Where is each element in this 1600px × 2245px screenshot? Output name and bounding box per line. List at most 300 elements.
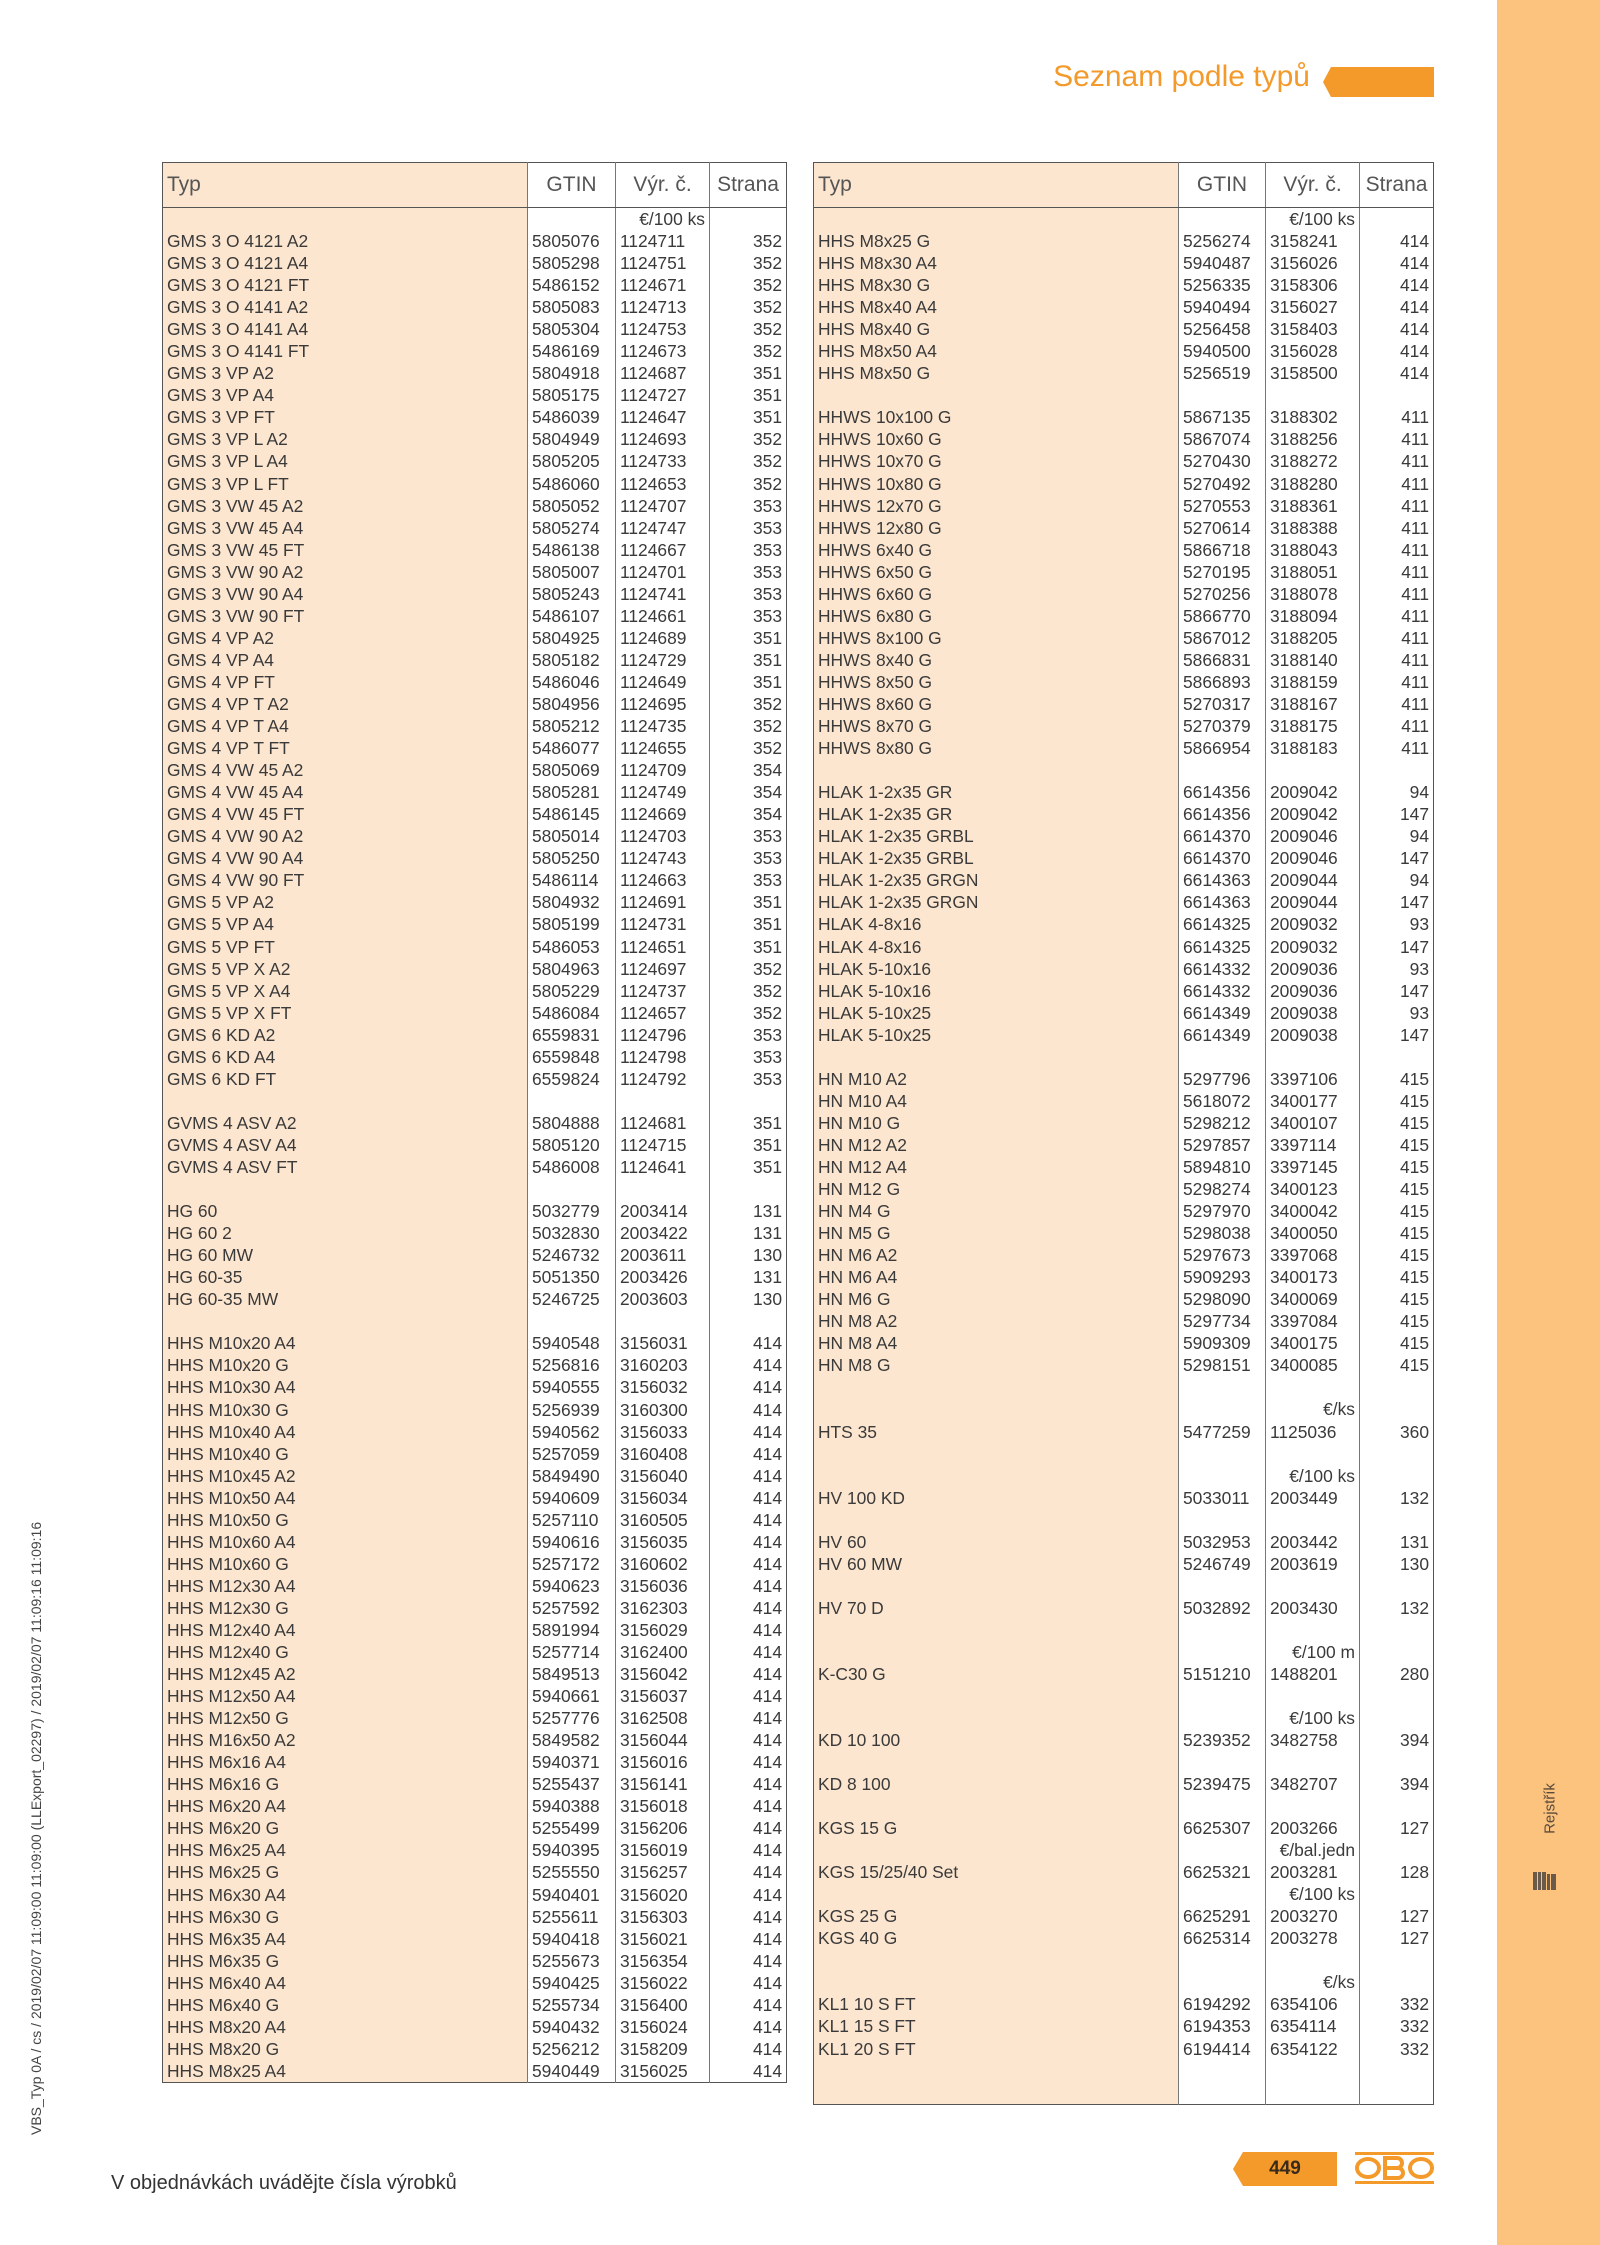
page-cell: [710, 208, 787, 231]
table-row: [163, 1773, 787, 1795]
table-row: [163, 649, 787, 671]
table-row: [163, 1685, 787, 1707]
product-number-cell: 3156354: [616, 1950, 710, 1972]
product-number-cell: 1124655: [616, 737, 710, 759]
page-cell: [1360, 1707, 1434, 1729]
table-row: [814, 1729, 1434, 1751]
gtin-cell: [528, 1310, 616, 1332]
gtin-cell: 6625307: [1179, 1817, 1266, 1839]
page-cell: [1360, 1575, 1434, 1597]
gtin-cell: 5270195: [1179, 561, 1266, 583]
product-number-cell: 2003278: [1266, 1927, 1360, 1949]
page-cell: 352: [710, 230, 787, 252]
product-number-cell: [1266, 1575, 1360, 1597]
type-cell: HG 60-35 MW: [163, 1288, 528, 1310]
page-cell: 414: [1360, 230, 1434, 252]
type-list-left: [162, 162, 787, 2083]
type-cell: GMS 3 O 4121 A4: [163, 252, 528, 274]
gtin-cell: 5257776: [528, 1707, 616, 1729]
page-cell: 353: [710, 583, 787, 605]
product-number-cell: 3188051: [1266, 561, 1360, 583]
page-cell: 411: [1360, 517, 1434, 539]
gtin-cell: 6614370: [1179, 847, 1266, 869]
table-row: [163, 1663, 787, 1685]
page-cell: 351: [710, 1156, 787, 1178]
type-cell: HLAK 4-8x16: [814, 936, 1179, 958]
gtin-cell: 5618072: [1179, 1090, 1266, 1112]
type-cell: HLAK 1-2x35 GR: [814, 803, 1179, 825]
gtin-cell: 5486046: [528, 671, 616, 693]
gtin-cell: 5940548: [528, 1332, 616, 1354]
table-row: [814, 1090, 1434, 1112]
table-row: [163, 2060, 787, 2083]
product-number-cell: 3156022: [616, 1972, 710, 1994]
spacer-row: [814, 1949, 1434, 1971]
gtin-cell: 6614356: [1179, 781, 1266, 803]
table-row: [814, 891, 1434, 913]
product-number-cell: 1124709: [616, 759, 710, 781]
page-cell: 351: [710, 627, 787, 649]
gtin-cell: 5940371: [528, 1751, 616, 1773]
type-cell: HHS M12x45 A2: [163, 1663, 528, 1685]
type-cell: [814, 1465, 1179, 1487]
table-row: [814, 1288, 1434, 1310]
type-cell: [814, 1839, 1179, 1861]
gtin-cell: 5849513: [528, 1663, 616, 1685]
page-cell: 414: [710, 1707, 787, 1729]
page-title: Seznam podle typů: [1053, 60, 1310, 93]
page-cell: 414: [710, 1332, 787, 1354]
table-row: [814, 296, 1434, 318]
product-number-cell: 1124641: [616, 1156, 710, 1178]
gtin-cell: [528, 1090, 616, 1112]
type-cell: HHS M10x50 A4: [163, 1487, 528, 1509]
table-row: [163, 539, 787, 561]
page-cell: 414: [710, 1861, 787, 1883]
table-row: [814, 847, 1434, 869]
page-cell: 127: [1360, 1817, 1434, 1839]
table-row: [814, 627, 1434, 649]
gtin-cell: 5940661: [528, 1685, 616, 1707]
table-row: [814, 1024, 1434, 1046]
type-cell: HHS M6x40 G: [163, 1994, 528, 2016]
product-number-cell: 3156206: [616, 1817, 710, 1839]
table-row: [163, 847, 787, 869]
product-number-cell: 2003422: [616, 1222, 710, 1244]
table-row: [163, 1421, 787, 1443]
page-cell: 414: [710, 1376, 787, 1398]
page-cell: [1360, 759, 1434, 781]
gtin-cell: 6194414: [1179, 2038, 1266, 2060]
type-cell: HG 60 MW: [163, 1244, 528, 1266]
type-cell: GMS 4 VW 90 A2: [163, 825, 528, 847]
page-cell: 353: [710, 825, 787, 847]
type-cell: HHS M8x30 A4: [814, 252, 1179, 274]
type-cell: HLAK 5-10x25: [814, 1002, 1179, 1024]
page-cell: 415: [1360, 1222, 1434, 1244]
table-row: [814, 1531, 1434, 1553]
product-number-cell: 2009042: [1266, 803, 1360, 825]
page-cell: 147: [1360, 847, 1434, 869]
page-cell: 93: [1360, 958, 1434, 980]
gtin-cell: 5486039: [528, 406, 616, 428]
page-cell: [1360, 1685, 1434, 1707]
product-number-cell: 1125036: [1266, 1420, 1360, 1442]
product-number-cell: 3400123: [1266, 1178, 1360, 1200]
type-cell: HHWS 6x40 G: [814, 539, 1179, 561]
page-cell: 352: [710, 340, 787, 362]
table-row: [163, 1884, 787, 1906]
product-number-cell: 1124649: [616, 671, 710, 693]
table-row: [163, 318, 787, 340]
type-cell: HHS M6x25 A4: [163, 1839, 528, 1861]
table-row: [163, 1002, 787, 1024]
page-cell: 351: [710, 384, 787, 406]
index-book-icon: [1533, 1870, 1557, 1892]
type-cell: HHWS 10x80 G: [814, 473, 1179, 495]
product-number-cell: 3188272: [1266, 450, 1360, 472]
type-cell: [814, 1971, 1179, 1993]
type-cell: HHWS 12x70 G: [814, 495, 1179, 517]
gtin-cell: 6614370: [1179, 825, 1266, 847]
page-cell: 353: [710, 1068, 787, 1090]
gtin-cell: 5805083: [528, 296, 616, 318]
type-cell: HG 60 2: [163, 1222, 528, 1244]
table-row: [163, 1156, 787, 1178]
page-cell: [710, 1310, 787, 1332]
spacer-row: [814, 2060, 1434, 2082]
type-cell: HN M8 A4: [814, 1332, 1179, 1354]
type-cell: GMS 4 VP T A4: [163, 715, 528, 737]
gtin-cell: 5940395: [528, 1839, 616, 1861]
table-row: [814, 737, 1434, 759]
type-cell: HN M8 G: [814, 1354, 1179, 1376]
page-cell: 415: [1360, 1244, 1434, 1266]
table-row: [163, 296, 787, 318]
page-cell: 414: [710, 1575, 787, 1597]
table-row: [814, 274, 1434, 296]
type-cell: HHWS 8x60 G: [814, 693, 1179, 715]
gtin-cell: 5940500: [1179, 340, 1266, 362]
spacer-row: [163, 1310, 787, 1332]
page-cell: 414: [710, 1972, 787, 1994]
page-cell: 415: [1360, 1266, 1434, 1288]
page-cell: 131: [1360, 1531, 1434, 1553]
table-row: [163, 1465, 787, 1487]
page-cell: [1360, 1795, 1434, 1817]
table-header: [814, 163, 1434, 208]
table-row: [814, 693, 1434, 715]
product-number-cell: 3397084: [1266, 1310, 1360, 1332]
type-cell: HLAK 5-10x25: [814, 1024, 1179, 1046]
type-cell: GMS 4 VW 45 FT: [163, 803, 528, 825]
page-cell: 127: [1360, 1927, 1434, 1949]
type-cell: HHS M12x50 G: [163, 1707, 528, 1729]
product-number-cell: 3158500: [1266, 362, 1360, 384]
type-cell: HHS M10x20 A4: [163, 1332, 528, 1354]
gtin-cell: 5891994: [528, 1619, 616, 1641]
gtin-cell: 5940401: [528, 1884, 616, 1906]
table-row: [814, 318, 1434, 340]
page-cell: 414: [710, 1421, 787, 1443]
table-row: [163, 495, 787, 517]
type-cell: HLAK 1-2x35 GRBL: [814, 825, 1179, 847]
product-number-cell: 3156018: [616, 1795, 710, 1817]
product-number-cell: [1266, 1949, 1360, 1971]
type-cell: KGS 15 G: [814, 1817, 1179, 1839]
product-number-cell: 3160505: [616, 1509, 710, 1531]
table-row: [163, 1200, 787, 1222]
gtin-cell: 5297857: [1179, 1134, 1266, 1156]
product-number-cell: 3188043: [1266, 539, 1360, 561]
page-cell: 351: [710, 913, 787, 935]
gtin-cell: [1179, 1575, 1266, 1597]
page-cell: 414: [710, 1950, 787, 1972]
product-number-cell: 3156029: [616, 1619, 710, 1641]
product-number-cell: 1124798: [616, 1046, 710, 1068]
type-cell: [814, 1398, 1179, 1420]
type-cell: HLAK 1-2x35 GRBL: [814, 847, 1179, 869]
page-cell: 352: [710, 980, 787, 1002]
type-cell: HHS M8x30 G: [814, 274, 1179, 296]
page-cell: 131: [710, 1200, 787, 1222]
gtin-cell: [1179, 1707, 1266, 1729]
table-row: [163, 1266, 787, 1288]
page-cell: 127: [1360, 1905, 1434, 1927]
gtin-cell: 5866770: [1179, 605, 1266, 627]
page-cell: 353: [710, 605, 787, 627]
type-cell: HN M4 G: [814, 1200, 1179, 1222]
gtin-cell: 5849490: [528, 1465, 616, 1487]
page-cell: 414: [710, 1354, 787, 1376]
product-number-cell: 3400177: [1266, 1090, 1360, 1112]
spacer-row: [814, 1046, 1434, 1068]
page-cell: 415: [1360, 1332, 1434, 1354]
type-cell: HHS M6x40 A4: [163, 1972, 528, 1994]
gtin-cell: [1179, 1641, 1266, 1663]
type-cell: HHS M16x50 A2: [163, 1729, 528, 1751]
page-cell: [1360, 1641, 1434, 1663]
type-cell: GMS 3 VW 45 A4: [163, 517, 528, 539]
gtin-cell: [1179, 1971, 1266, 1993]
type-cell: HHS M10x40 G: [163, 1443, 528, 1465]
product-number-cell: 2003414: [616, 1200, 710, 1222]
type-cell: [814, 1619, 1179, 1641]
product-number-cell: 2003281: [1266, 1861, 1360, 1883]
type-cell: GMS 4 VP A4: [163, 649, 528, 671]
page-cell: 351: [710, 406, 787, 428]
page-cell: 414: [1360, 362, 1434, 384]
table-row: [163, 1707, 787, 1729]
product-number-cell: 1488201: [1266, 1663, 1360, 1685]
product-number-cell: 3188175: [1266, 715, 1360, 737]
product-number-cell: 3162400: [616, 1641, 710, 1663]
type-cell: HHS M10x40 A4: [163, 1421, 528, 1443]
gtin-cell: 6559848: [528, 1046, 616, 1068]
product-number-cell: 1124711: [616, 230, 710, 252]
page-cell: 94: [1360, 781, 1434, 803]
table-row: [163, 1906, 787, 1928]
gtin-cell: [528, 208, 616, 231]
table-row: [163, 891, 787, 913]
product-number-cell: 3158306: [1266, 274, 1360, 296]
product-number-cell: 2009044: [1266, 891, 1360, 913]
product-number-cell: 1124741: [616, 583, 710, 605]
page-cell: 353: [710, 539, 787, 561]
page-cell: 94: [1360, 825, 1434, 847]
table-row: [814, 1993, 1434, 2015]
page-cell: [1360, 2060, 1434, 2082]
type-cell: HN M6 G: [814, 1288, 1179, 1310]
gtin-cell: 5486060: [528, 473, 616, 495]
product-number-cell: 1124753: [616, 318, 710, 340]
gtin-cell: 5804888: [528, 1112, 616, 1134]
table-row: [814, 1354, 1434, 1376]
page-cell: [1360, 1443, 1434, 1465]
gtin-cell: 5256335: [1179, 274, 1266, 296]
gtin-cell: 5257110: [528, 1509, 616, 1531]
table-row: [163, 1222, 787, 1244]
gtin-cell: 5805052: [528, 495, 616, 517]
col-strana: Strana: [1360, 163, 1434, 208]
product-number-cell: 3160300: [616, 1398, 710, 1420]
product-number-cell: 1124681: [616, 1112, 710, 1134]
table-row: [814, 561, 1434, 583]
product-number-cell: 1124751: [616, 252, 710, 274]
gtin-cell: 5486008: [528, 1156, 616, 1178]
page-cell: 415: [1360, 1068, 1434, 1090]
product-number-cell: 1124673: [616, 340, 710, 362]
product-number-cell: 1124689: [616, 627, 710, 649]
gtin-cell: 5940388: [528, 1795, 616, 1817]
page-cell: [1360, 1398, 1434, 1420]
page-cell: 394: [1360, 1773, 1434, 1795]
table-row: [814, 1487, 1434, 1509]
product-number-cell: 1124707: [616, 495, 710, 517]
gtin-cell: 5805014: [528, 825, 616, 847]
col-typ: Typ: [163, 163, 528, 208]
gtin-cell: 5256212: [528, 2038, 616, 2060]
type-cell: GMS 4 VW 45 A2: [163, 759, 528, 781]
type-cell: HHS M8x50 G: [814, 362, 1179, 384]
col-gtin: GTIN: [1179, 163, 1266, 208]
unit-row: [814, 1883, 1434, 1905]
type-cell: GMS 3 VW 45 A2: [163, 495, 528, 517]
spacer-row: [814, 1685, 1434, 1707]
type-cell: HHS M10x20 G: [163, 1354, 528, 1376]
index-tab[interactable]: [1530, 1760, 1570, 1850]
product-number-cell: 2009044: [1266, 869, 1360, 891]
type-cell: HHS M8x40 G: [814, 318, 1179, 340]
table-row: [814, 428, 1434, 450]
page-cell: 414: [710, 1641, 787, 1663]
spacer-row: [814, 759, 1434, 781]
col-typ: Typ: [814, 163, 1179, 208]
unit-row: [163, 208, 787, 231]
product-number-cell: 3156040: [616, 1465, 710, 1487]
page-cell: 414: [710, 1795, 787, 1817]
page-cell: 411: [1360, 406, 1434, 428]
page-cell: 411: [1360, 627, 1434, 649]
type-cell: HHWS 8x80 G: [814, 737, 1179, 759]
product-number-cell: 2003611: [616, 1244, 710, 1266]
gtin-cell: 6194353: [1179, 2015, 1266, 2037]
type-cell: HN M8 A2: [814, 1310, 1179, 1332]
type-cell: HN M12 G: [814, 1178, 1179, 1200]
table-row: [163, 1024, 787, 1046]
gtin-cell: 6614325: [1179, 913, 1266, 935]
product-number-cell: 2003442: [1266, 1531, 1360, 1553]
product-number-cell: 3400069: [1266, 1288, 1360, 1310]
product-number-cell: [1266, 1751, 1360, 1773]
gtin-cell: 5298212: [1179, 1112, 1266, 1134]
gtin-cell: 5255611: [528, 1906, 616, 1928]
product-number-cell: 1124695: [616, 693, 710, 715]
gtin-cell: 5805243: [528, 583, 616, 605]
page-cell: 414: [710, 1398, 787, 1420]
gtin-cell: [1179, 208, 1266, 231]
table-row: [814, 406, 1434, 428]
table-row: [163, 671, 787, 693]
product-number-cell: 2009032: [1266, 913, 1360, 935]
spacer-row: [163, 1178, 787, 1200]
gtin-cell: 5256458: [1179, 318, 1266, 340]
type-cell: HV 100 KD: [814, 1487, 1179, 1509]
gtin-cell: 5804956: [528, 693, 616, 715]
table-row: [814, 1156, 1434, 1178]
product-number-cell: 3400173: [1266, 1266, 1360, 1288]
page-cell: 415: [1360, 1310, 1434, 1332]
gtin-cell: 5270256: [1179, 583, 1266, 605]
page-number: 449: [1269, 2158, 1301, 2179]
page-cell: 351: [710, 671, 787, 693]
type-cell: GMS 3 VW 90 FT: [163, 605, 528, 627]
gtin-cell: [1179, 1949, 1266, 1971]
page-cell: 352: [710, 1002, 787, 1024]
page-cell: 414: [710, 1884, 787, 1906]
gtin-cell: [528, 1178, 616, 1200]
product-number-cell: [1266, 1795, 1360, 1817]
type-cell: HHS M8x20 G: [163, 2038, 528, 2060]
page-cell: 353: [710, 869, 787, 891]
type-cell: HHWS 10x60 G: [814, 428, 1179, 450]
table-header: [163, 163, 787, 208]
gtin-cell: [1179, 2060, 1266, 2082]
table-row: [163, 1950, 787, 1972]
page-cell: [1360, 1509, 1434, 1531]
type-cell: HG 60: [163, 1200, 528, 1222]
type-cell: GMS 5 VP A4: [163, 913, 528, 935]
gtin-cell: 5866718: [1179, 539, 1266, 561]
spacer-row: [814, 1575, 1434, 1597]
page-cell: 414: [710, 1443, 787, 1465]
page-cell: 351: [710, 891, 787, 913]
product-number-cell: 1124715: [616, 1134, 710, 1156]
table-row: [814, 1663, 1434, 1685]
table-row: [814, 340, 1434, 362]
table-row: [163, 869, 787, 891]
gtin-cell: 5297796: [1179, 1068, 1266, 1090]
table-row: [163, 230, 787, 252]
type-cell: HHS M12x30 A4: [163, 1575, 528, 1597]
gtin-cell: 5032830: [528, 1222, 616, 1244]
product-number-cell: [1266, 1376, 1360, 1398]
gtin-cell: 5477259: [1179, 1420, 1266, 1442]
gtin-cell: 5805281: [528, 781, 616, 803]
gtin-cell: 5940425: [528, 1972, 616, 1994]
product-number-cell: 2009038: [1266, 1024, 1360, 1046]
product-number-cell: 3400085: [1266, 1354, 1360, 1376]
